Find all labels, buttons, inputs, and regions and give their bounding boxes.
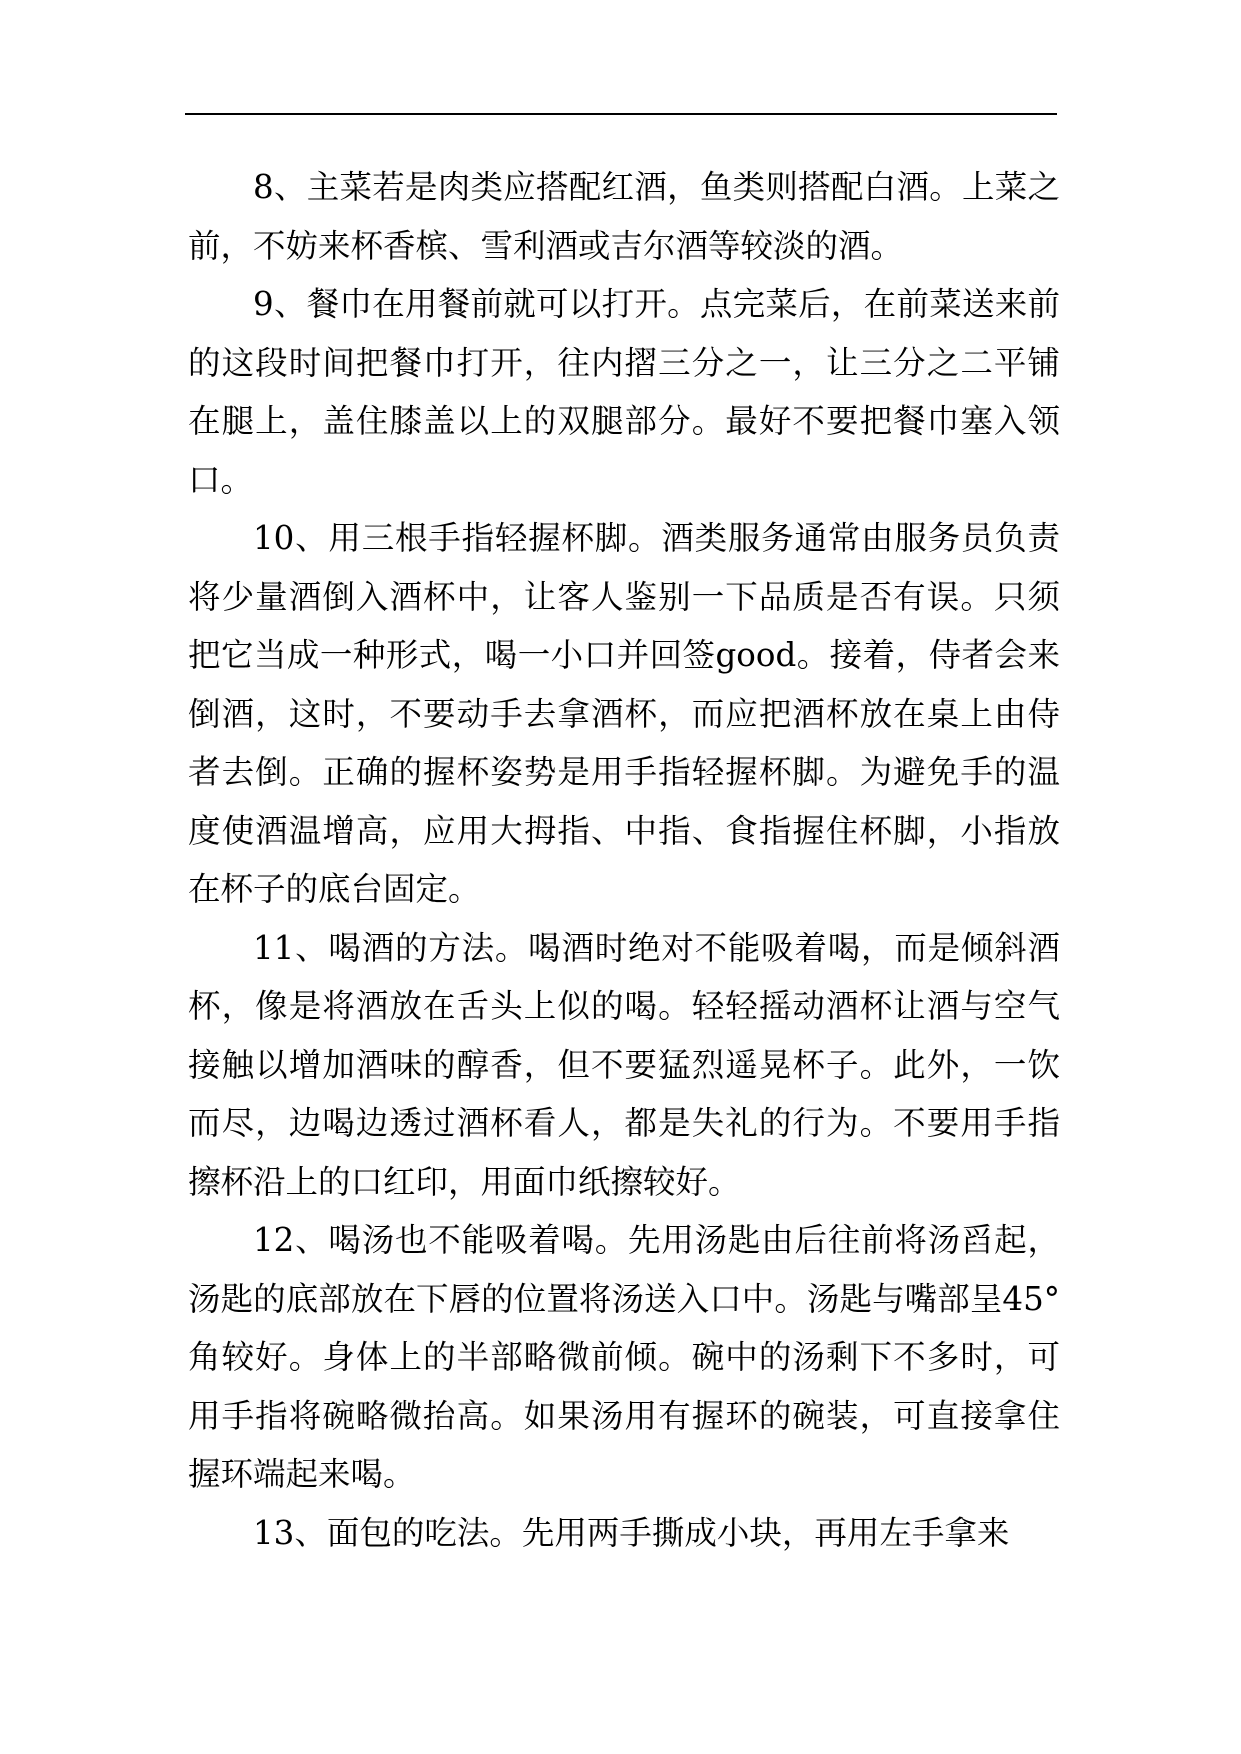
- paragraph-12: 12、喝汤也不能吸着喝。先用汤匙由后往前将汤舀起，汤匙的底部放在下唇的位置将汤送入口中。汤匙与嘴部呈45°角较好。身体上的半部略微前倾。碗中的汤剩下不多时，可用手指将碗略微抬高。如果汤用有握环的碗装，可直接拿住握环端起来喝。: [188, 1221, 1060, 1493]
- header-rule: [185, 113, 1057, 115]
- document-body: [188, 158, 1060, 1562]
- paragraph-9: 9、餐巾在用餐前就可以打开。点完菜后，在前菜送来前的这段时间把餐巾打开，往内摺三分之一，让三分之二平铺在腿上，盖住膝盖以上的双腿部分。最好不要把餐巾塞入领口。: [188, 285, 1060, 499]
- paragraph-8: 8、主菜若是肉类应搭配红酒，鱼类则搭配白酒。上菜之前，不妨来杯香槟、雪利酒或吉尔酒等较淡的酒。: [188, 168, 1060, 265]
- paragraph-10: 10、用三根手指轻握杯脚。酒类服务通常由服务员负责将少量酒倒入酒杯中，让客人鉴别一下品质是否有误。只须把它当成一种形式，喝一小口并回签good。接着，侍者会来倒酒，这时，不要动手去拿酒杯，而应把酒杯放在桌上由侍者去倒。正确的握杯姿势是用手指轻握杯脚。为避免手的温度使酒温增高，应用大拇指、中指、食指握住杯脚，小指放在杯子的底台固定。: [188, 519, 1060, 908]
- paragraph-11: 11、喝酒的方法。喝酒时绝对不能吸着喝，而是倾斜酒杯，像是将酒放在舌头上似的喝。轻轻摇动酒杯让酒与空气接触以增加酒味的醇香，但不要猛烈遥晃杯子。此外，一饮而尽，边喝边透过酒杯看人，都是失礼的行为。不要用手指擦杯沿上的口红印，用面巾纸擦较好。: [188, 928, 1060, 1201]
- paragraph-13: 13、面包的吃法。先用两手撕成小块，再用左手拿来: [253, 1513, 1010, 1552]
